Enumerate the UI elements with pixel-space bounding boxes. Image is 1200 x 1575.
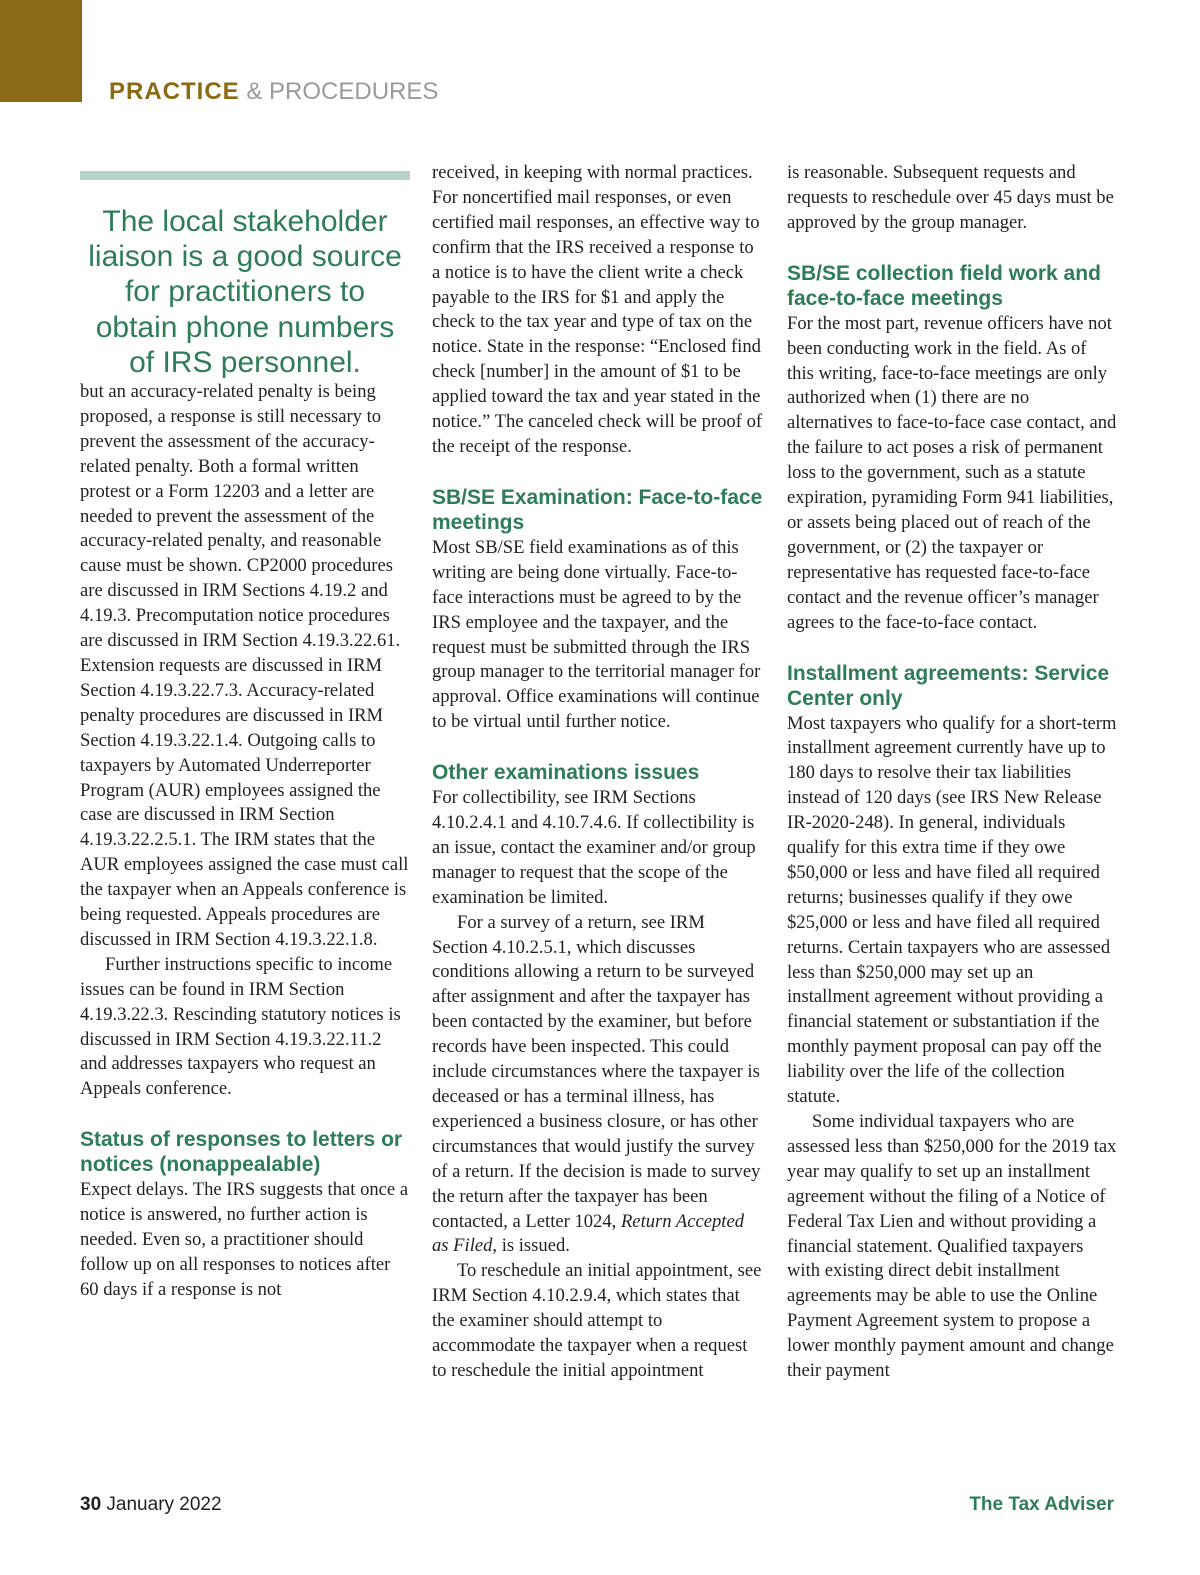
body-paragraph: For the most part, revenue officers have not been conducting work in the field. As of this writing, face-to-face meetings are only authorized when (1) there are no alternatives to face-to-face case contact, and the failure to act poses a risk of permanent loss to the government, such as a statute expiration, pyramiding Form 941 liabilities, or assets being placed out of reach of the government, or (2) the taxpayer or representative has requested face-to-face contact and the revenue officer’s manager agrees to the face-to-face contact.	[787, 312, 1117, 633]
body-paragraph: Most SB/SE field examinations as of this writing are being done virtually. Face-to-face interactions must be agreed to by the IRS employee and the taxpayer, and the request must be submitted through the IRS group manager to the territorial manager for approval. Office examinations will continue to be virtual until further notice.	[432, 536, 761, 733]
body-paragraph: For collectibility, see IRM Sections 4.10.2.4.1 and 4.10.7.4.6. If collectibility is an issue, contact the examiner and/or group manager to request that the scope of the examination be limited.	[432, 787, 756, 908]
body-paragraph: Most taxpayers who qualify for a short-term installment agreement currently have up to 180 days to resolve their tax liabilities instead of 120 days (see IRS New Release IR-2020-248). In general, individuals qualify for this extra time if they owe $50,000 or less and have filed all required returns; businesses qualify if they owe $25,000 or less and have filed all required returns. Certain taxpayers who are assessed less than $250,000 may set up an installment agreement without providing a financial statement or substantiation if the monthly payment proposal can pay off the liability over the life of the collection statute.	[787, 712, 1117, 1108]
heading-other-examinations: Other examinations issues	[432, 761, 700, 785]
column-1	[80, 161, 410, 1303]
heading-installment-agreements: Installment agreements: Service Center only	[787, 661, 1110, 710]
body-paragraph: Expect delays. The IRS suggests that once a notice is answered, no further action is needed. Even so, a practitioner should follow up on all responses to notices after 60 days if a response is not	[80, 1179, 409, 1300]
body-paragraph: Further instructions specific to income issues can be found in IRM Section 4.19.3.22.3. Rescinding statutory notices is discussed in IRM Section 4.19.3.22.11.2 and addresses taxpayers who request an Appeals conference.	[80, 953, 401, 1100]
body-paragraph: Some individual taxpayers who are assessed less than $250,000 for the 2019 tax year may qualify to set up an installment agreement without the filing of a Notice of Federal Tax Lien and without providing a financial statement. Qualified taxpayers with existing direct debit installment agreements may be able to use the Online Payment Agreement system to propose a lower monthly payment amount and change their payment	[787, 1111, 1117, 1382]
heading-status-of-responses: Status of responses to letters or notices (nonappealable)	[80, 1128, 403, 1177]
issue-date: January 2022	[106, 1494, 222, 1515]
section-label-bold: PRACTICE	[109, 78, 240, 105]
heading-sbse-examination: SB/SE Examination: Face-to-face meetings	[432, 485, 763, 534]
pull-quote-rule	[80, 171, 410, 180]
body-paragraph: is reasonable. Subsequent requests and requests to reschedule over 45 days must be approved by the group manager.	[787, 162, 1114, 233]
publication-name: The Tax Adviser	[969, 1494, 1114, 1515]
corner-color-block	[0, 0, 82, 102]
column-2	[432, 161, 764, 1384]
section-label-light: & PROCEDURES	[246, 78, 439, 105]
body-paragraph: but an accuracy-related penalty is being proposed, a response is still necessary to prevent the assessment of the accuracy-related penalty. Both a formal written protest or a Form 12203 and a letter are needed to prevent the assessment of the accuracy-related penalty, and reasonable cause must be shown. CP2000 procedures are discussed in IRM Sections 4.19.2 and 4.19.3. Precomputation notice procedures are discussed in IRM Section 4.19.3.22.61. Extension requests are discussed in IRM Section 4.19.3.22.7.3. Accuracy-related penalty procedures are discussed in IRM Section 4.19.3.22.1.4. Outgoing calls to taxpayers by Automated Underreporter Program (AUR) employees assigned the case are discussed in IRM Section 4.19.3.22.2.5.1. The IRM states that the AUR employees assigned the case must call the taxpayer when an Appeals conference is being requested. Appeals procedures are discussed in IRM Section 4.19.3.22.1.8.	[80, 381, 409, 950]
footer-page-info	[80, 1493, 222, 1517]
page-number: 30	[80, 1494, 102, 1515]
body-text: , is issued.	[492, 1235, 570, 1257]
column-3	[787, 161, 1117, 1384]
body-paragraph: received, in keeping with normal practices. For noncertified mail responses, or even certified mail responses, an effective way to confirm that the IRS received a response to a notice is to have the client write a check payable to the IRS for $1 and apply the check to the tax year and type of tax on the notice. State in the response: “Enclosed find check [number] in the amount of $1 to be applied toward the tax and year stated in the notice.” The canceled check will be proof of the receipt of the response.	[432, 162, 763, 457]
body-text: For a survey of a return, see IRM Section 4.10.2.5.1, which discusses conditions allowing a return to be surveyed after assignment and after the taxpayer has been contacted by the examiner, but before records have been inspected. This could include circumstances where the taxpayer is deceased or has a terminal illness, has experienced a business closure, or has other circumstances that would justify the survey of a return. If the decision is made to survey the return after the taxpayer has been contacted, a Letter 1024,	[432, 911, 761, 1232]
body-paragraph	[432, 911, 764, 1260]
pull-quote: The local stakeholder liaison is a good source for practitioners to obtain phone numbers of IRS personnel.	[88, 205, 402, 379]
italic-title: Return Accepted as Filed	[432, 1210, 745, 1257]
heading-sbse-collection: SB/SE collection field work and face-to-face meetings	[787, 261, 1101, 310]
section-label	[109, 78, 438, 106]
body-paragraph: To reschedule an initial appointment, see IRM Section 4.10.2.9.4, which states that the examiner should attempt to accommodate the taxpayer when a request to reschedule the initial appointment	[432, 1260, 762, 1381]
